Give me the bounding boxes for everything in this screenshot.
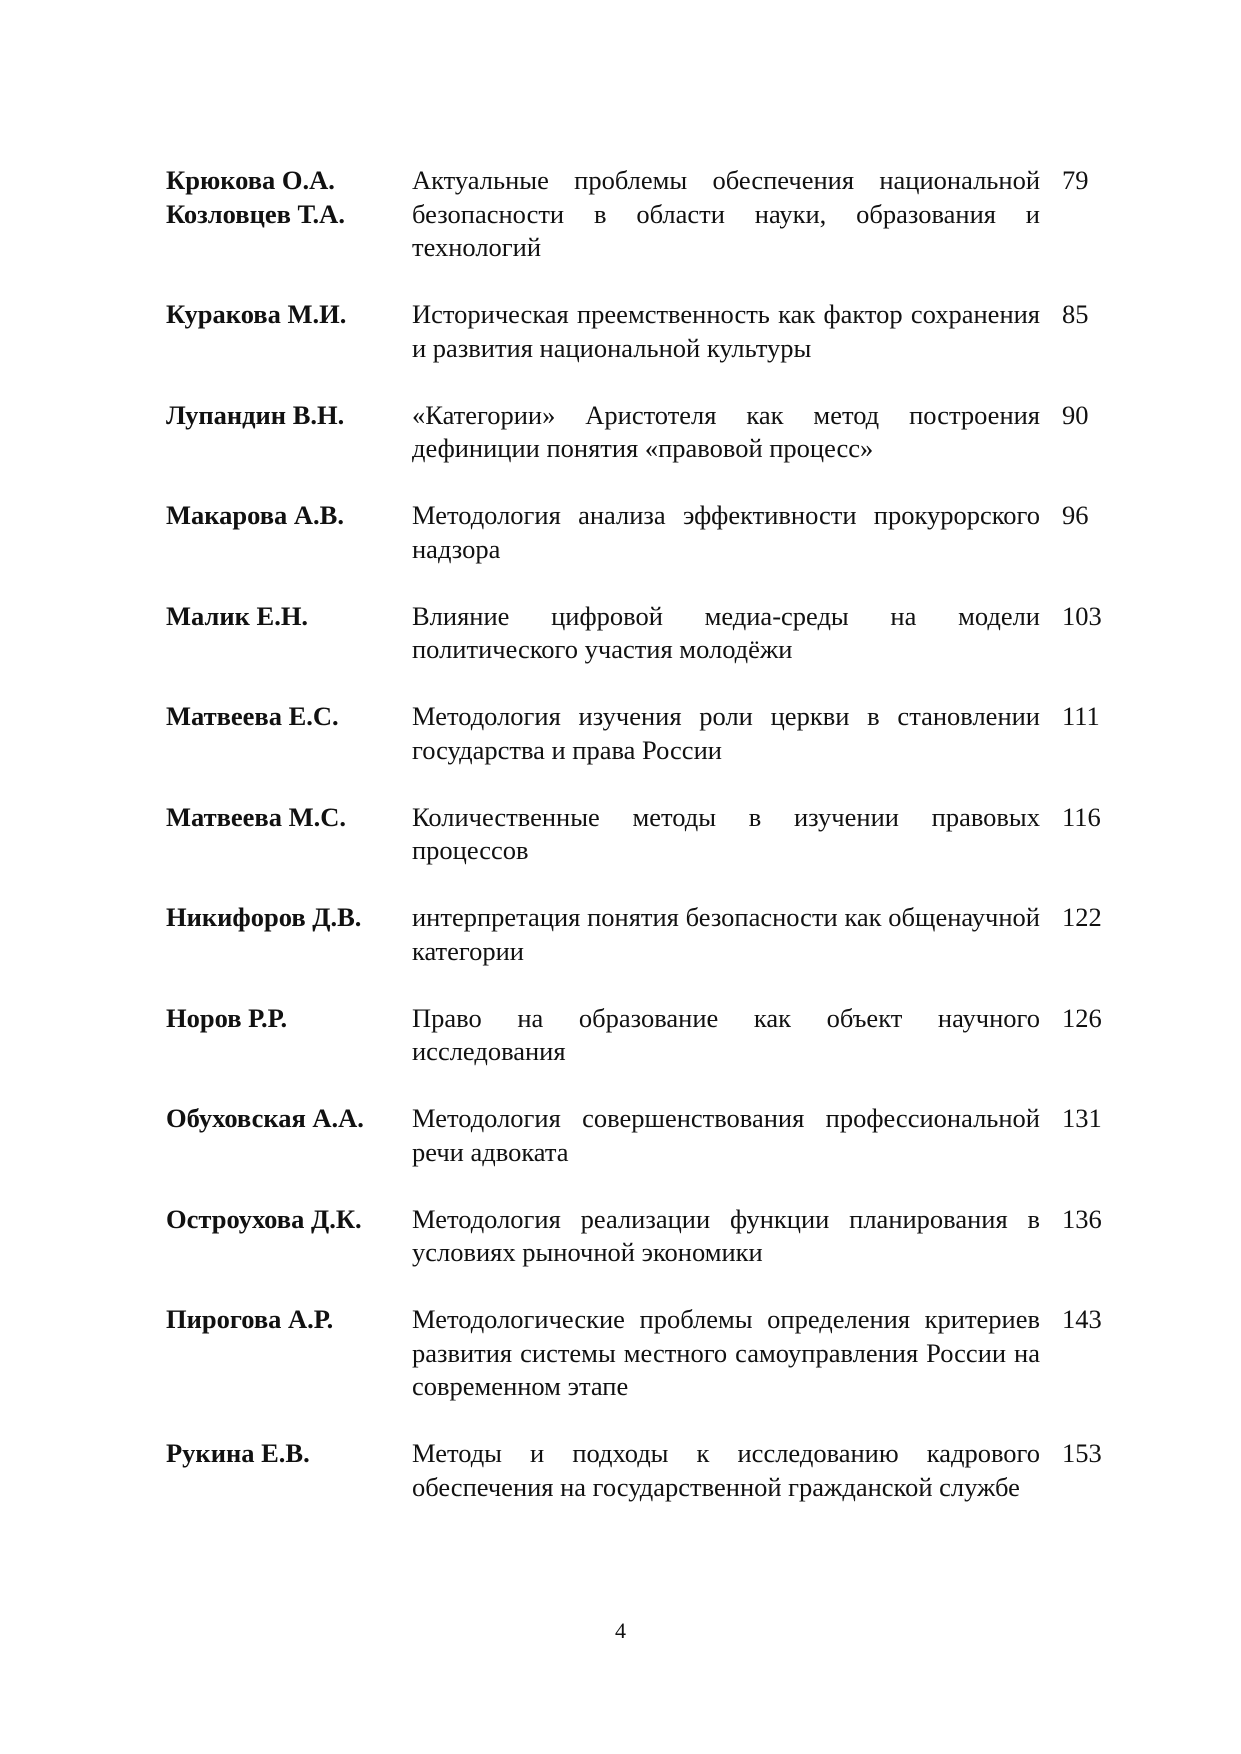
toc-page: 96 bbox=[1062, 500, 1089, 530]
toc-entry bbox=[166, 298, 1116, 365]
toc-entry bbox=[166, 1203, 1116, 1270]
toc-authors bbox=[166, 700, 412, 767]
toc-author: Куракова М.И. bbox=[166, 299, 347, 329]
toc-title: Методологические проблемы определения критериев развития системы местного самоуправления России на современном этапе bbox=[412, 1304, 1040, 1401]
toc-entry bbox=[166, 1002, 1116, 1069]
toc-title: Методология анализа эффективности прокурорского надзора bbox=[412, 500, 1040, 564]
toc-entry bbox=[166, 901, 1116, 968]
toc-page: 153 bbox=[1062, 1438, 1102, 1468]
table-of-contents bbox=[166, 164, 1116, 1538]
toc-page: 136 bbox=[1062, 1203, 1102, 1234]
toc-authors bbox=[166, 1102, 412, 1169]
toc-author: Обуховская А.А. bbox=[166, 1103, 364, 1133]
toc-title: Актуальные проблемы обеспечения национальной безопасности в области науки, образования и технологий bbox=[412, 165, 1040, 262]
toc-title: Влияние цифровой медиа-среды на модели политического участия молодёжи bbox=[412, 600, 1040, 664]
toc-title: Методология реализации функции планирования в условиях рыночной экономики bbox=[412, 1203, 1040, 1267]
toc-title: Методы и подходы к исследованию кадрового обеспечения на государственной гражданской службе bbox=[412, 1438, 1040, 1502]
toc-authors bbox=[166, 499, 412, 566]
toc-author: Матвеева М.С. bbox=[166, 801, 347, 832]
toc-page: 85 bbox=[1062, 299, 1089, 329]
toc-entry bbox=[166, 164, 1116, 265]
toc-author: Остроухова Д.К. bbox=[166, 1203, 362, 1234]
toc-authors bbox=[166, 1437, 412, 1504]
toc-authors bbox=[166, 399, 412, 466]
toc-title: Методология совершенствования профессиональной речи адвоката bbox=[412, 1103, 1040, 1167]
toc-page: 143 bbox=[1062, 1304, 1102, 1334]
toc-entry bbox=[166, 600, 1116, 667]
toc-page: 126 bbox=[1062, 1002, 1102, 1033]
toc-page: 122 bbox=[1062, 902, 1102, 932]
toc-author: Малик Е.Н. bbox=[166, 600, 309, 631]
toc-entry bbox=[166, 499, 1116, 566]
toc-entry bbox=[166, 1437, 1116, 1504]
toc-page: 79 bbox=[1062, 165, 1089, 195]
toc-entry bbox=[166, 700, 1116, 767]
toc-authors bbox=[166, 1303, 412, 1404]
toc-page: 103 bbox=[1062, 600, 1102, 631]
toc-authors bbox=[166, 600, 412, 667]
toc-page: 131 bbox=[1062, 1103, 1102, 1133]
toc-title: Методология изучения роли церкви в становлении государства и права России bbox=[412, 701, 1040, 765]
toc-authors bbox=[166, 298, 412, 365]
toc-author: Никифоров Д.В. bbox=[166, 902, 362, 932]
toc-author: Макарова А.В. bbox=[166, 500, 344, 530]
toc-author: Норов Р.Р. bbox=[166, 1002, 288, 1033]
toc-author: Матвеева Е.С. bbox=[166, 701, 339, 731]
toc-page: 111 bbox=[1062, 701, 1100, 731]
toc-author: Крюкова О.А. bbox=[166, 165, 335, 195]
page-number: 4 bbox=[615, 1618, 626, 1643]
toc-entry bbox=[166, 399, 1116, 466]
toc-entry bbox=[166, 1303, 1116, 1404]
toc-authors bbox=[166, 164, 412, 265]
toc-title: «Категории» Аристотеля как метод построения дефиниции понятия «правовой процесс» bbox=[412, 399, 1040, 463]
toc-title: Количественные методы в изучении правовых процессов bbox=[412, 801, 1040, 865]
toc-title: Право на образование как объект научного исследования bbox=[412, 1002, 1040, 1066]
toc-authors bbox=[166, 901, 412, 968]
toc-authors bbox=[166, 801, 412, 868]
toc-author: Лупандин В.Н. bbox=[166, 399, 345, 430]
toc-page: 116 bbox=[1062, 801, 1101, 832]
toc-title: Историческая преемственность как фактор сохранения и развития национальной культуры bbox=[412, 299, 1040, 363]
toc-entry bbox=[166, 1102, 1116, 1169]
toc-authors bbox=[166, 1002, 412, 1069]
toc-authors bbox=[166, 1203, 412, 1270]
toc-page: 90 bbox=[1062, 399, 1089, 430]
toc-author: Пирогова А.Р. bbox=[166, 1304, 334, 1334]
toc-title: интерпретация понятия безопасности как общенаучной категории bbox=[412, 902, 1040, 966]
toc-author: Козловцев Т.А. bbox=[166, 198, 345, 229]
toc-entry bbox=[166, 801, 1116, 868]
toc-author: Рукина Е.В. bbox=[166, 1438, 310, 1468]
